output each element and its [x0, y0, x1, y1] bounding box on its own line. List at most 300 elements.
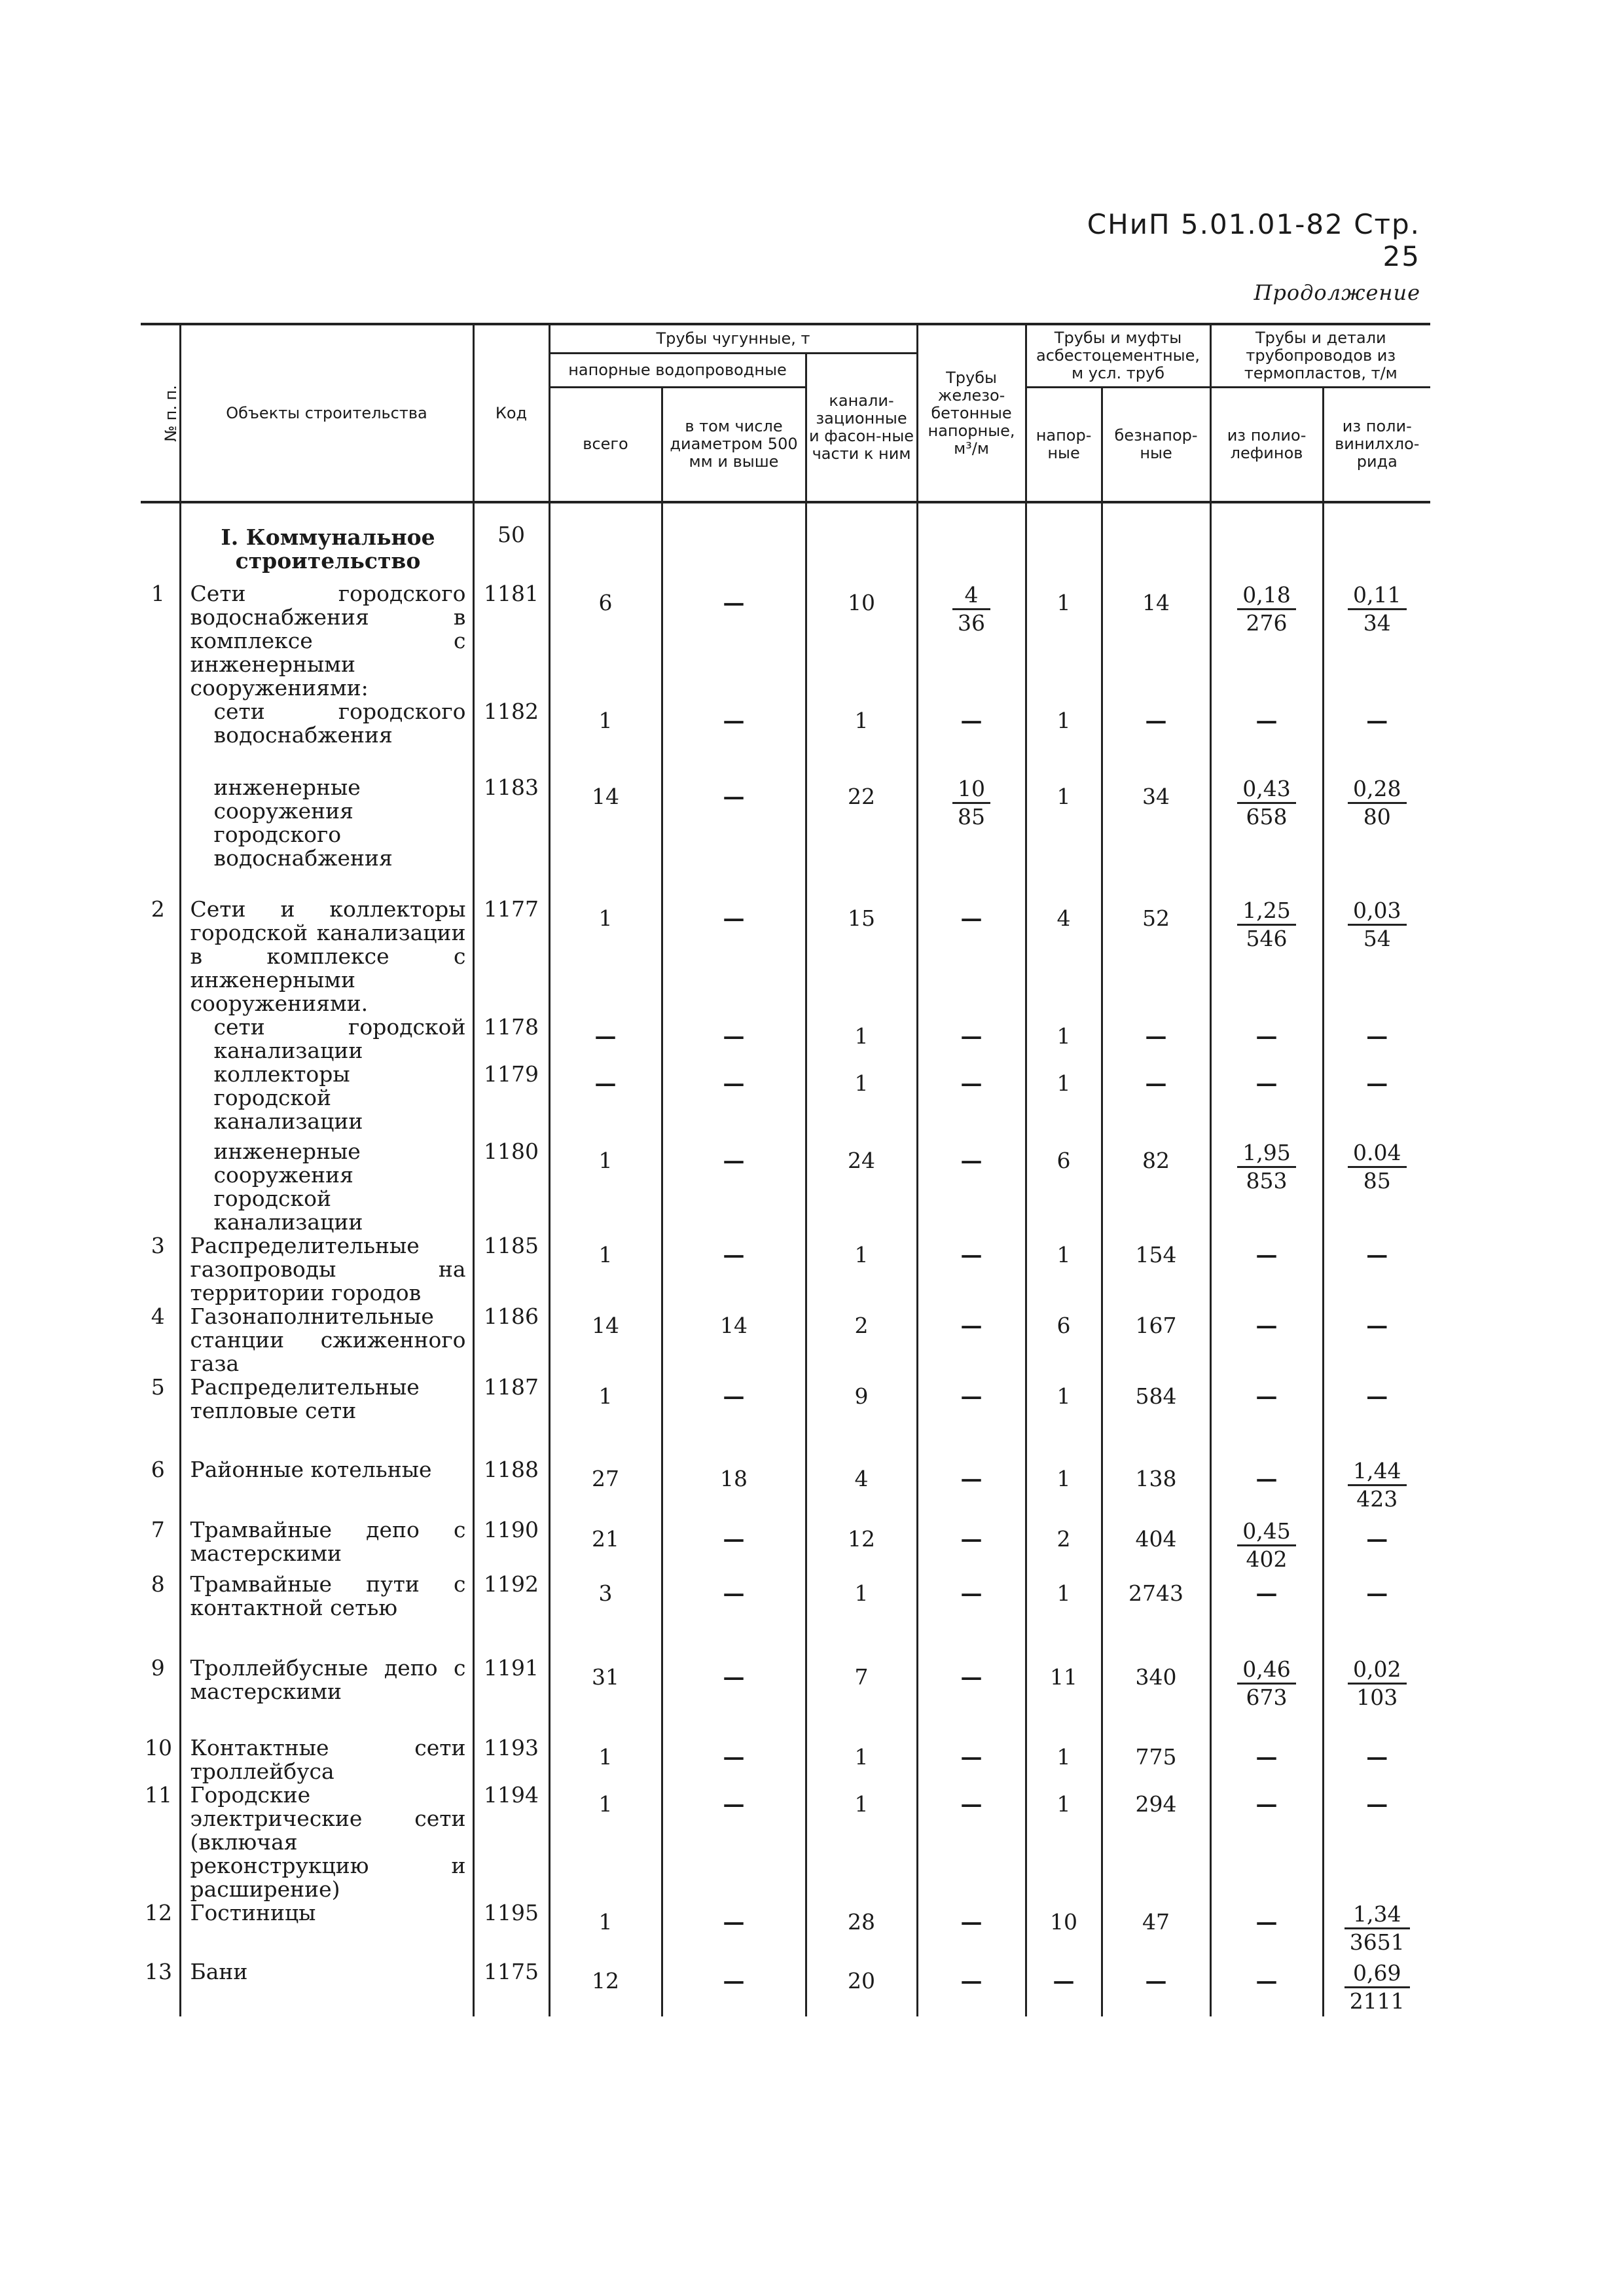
fraction-numerator: 0,03 [1348, 898, 1406, 926]
dash: — [960, 1023, 983, 1049]
row-number: 13 [145, 1959, 172, 1984]
empty-value-cell [1210, 1376, 1323, 1458]
value-cell: 154 [1102, 1234, 1210, 1305]
empty-value-cell [1210, 1015, 1323, 1063]
dash: — [960, 1791, 983, 1817]
value-cell: 10 [806, 582, 917, 700]
empty-value-cell [1210, 1305, 1323, 1376]
object-name: Районные котельные [180, 1458, 473, 1518]
dash: — [1366, 1023, 1388, 1049]
dash: — [723, 784, 745, 809]
object-code: 1195 [473, 1901, 549, 1960]
value-cell: 9 [806, 1376, 917, 1458]
empty-value-cell [1323, 1573, 1430, 1656]
col-objects-header: Объекты строительства [180, 324, 473, 502]
pvc-header: из поли-винилхло-рида [1323, 387, 1430, 502]
document-code: СНиП 5.01.01-82 [1087, 208, 1344, 240]
object-name: Газонаполнительные станции сжиженного газа [180, 1305, 473, 1376]
value-cell: 167 [1102, 1305, 1210, 1376]
empty-value-cell [662, 1656, 806, 1736]
empty-value-cell [1210, 1458, 1323, 1518]
row-number [141, 1015, 180, 1063]
empty-value-cell [917, 700, 1026, 776]
blank-cell [1210, 502, 1323, 582]
fraction [1237, 1140, 1295, 1194]
object-name: Распределительные тепловые сети [180, 1376, 473, 1458]
dash: — [1145, 1023, 1167, 1049]
fraction [1237, 776, 1295, 830]
object-code: 1187 [473, 1376, 549, 1458]
dash: — [723, 1744, 745, 1770]
value-cell: 34 [1102, 776, 1210, 898]
dash: — [723, 590, 745, 615]
dash: — [1145, 1968, 1167, 1994]
value-cell: 1 [806, 1573, 917, 1656]
empty-value-cell [917, 1573, 1026, 1656]
row-number [141, 776, 180, 898]
dash: — [1255, 1313, 1278, 1338]
fraction [1237, 898, 1295, 952]
value-cell: 14 [1102, 582, 1210, 700]
value-cell: 22 [806, 776, 917, 898]
fraction-denominator: 658 [1246, 804, 1288, 829]
dash: — [1366, 1383, 1388, 1409]
row-number: 12 [145, 1900, 172, 1925]
value-cell: 31 [549, 1656, 662, 1736]
fraction-denominator: 423 [1356, 1486, 1398, 1512]
empty-value-cell [1323, 1376, 1430, 1458]
dash: — [960, 1242, 983, 1267]
empty-value-cell [662, 898, 806, 1015]
row-number [141, 502, 180, 582]
empty-value-cell [1323, 1234, 1430, 1305]
object-name: коллекторы городской канализации [180, 1063, 473, 1140]
dash: — [1255, 708, 1278, 733]
object-code: 1194 [473, 1783, 549, 1901]
fraction-denominator: 36 [958, 610, 986, 636]
value-cell: 1 [1026, 1234, 1102, 1305]
row-number: 4 [151, 1303, 165, 1329]
value-cell: 1 [806, 700, 917, 776]
dash: — [1255, 1466, 1278, 1491]
dash: — [1366, 1791, 1388, 1817]
empty-value-cell [662, 1015, 806, 1063]
value-cell: 404 [1102, 1518, 1210, 1573]
dash: — [960, 1580, 983, 1606]
object-name: сети городского водоснабжения [180, 700, 473, 776]
empty-value-cell [662, 1573, 806, 1656]
object-code: 1180 [473, 1140, 549, 1234]
empty-value-cell [662, 1518, 806, 1573]
dash: — [960, 1148, 983, 1173]
fraction-numerator: 0,02 [1348, 1656, 1406, 1685]
value-cell: 10 [1026, 1901, 1102, 1960]
value-cell: 28 [806, 1901, 917, 1960]
fraction-cell [1323, 1140, 1430, 1234]
object-code: 1188 [473, 1458, 549, 1518]
dash: — [1366, 1744, 1388, 1770]
fraction-cell [1323, 1960, 1430, 2016]
fraction-denominator: 853 [1246, 1168, 1288, 1194]
fraction-denominator: 3651 [1349, 1929, 1405, 1955]
dash: — [960, 1968, 983, 1994]
empty-value-cell [917, 1518, 1026, 1573]
value-cell: 1 [1026, 1458, 1102, 1518]
value-cell: 138 [1102, 1458, 1210, 1518]
dash: — [960, 1909, 983, 1935]
table-row [141, 1736, 1430, 1783]
fraction-cell [1210, 776, 1323, 898]
empty-value-cell [662, 1140, 806, 1234]
fraction-denominator: 80 [1363, 804, 1391, 829]
object-code: 50 [473, 502, 549, 582]
table-row [141, 898, 1430, 1015]
dash: — [960, 1070, 983, 1096]
fraction [1237, 1656, 1295, 1711]
section-title: I. Коммунальное строительство [180, 502, 473, 582]
row-number: 8 [151, 1571, 165, 1597]
value-cell: 82 [1102, 1140, 1210, 1234]
reinforced-header: Трубы железо-бетонные напорные, м³/м [917, 324, 1026, 502]
object-code: 1178 [473, 1015, 549, 1063]
table-row [141, 502, 1430, 582]
value-cell: 12 [549, 1960, 662, 2016]
dash: — [1255, 1909, 1278, 1935]
empty-value-cell [1323, 1783, 1430, 1901]
empty-value-cell [917, 1783, 1026, 1901]
dash: — [960, 1313, 983, 1338]
value-cell: 24 [806, 1140, 917, 1234]
value-cell: 1 [549, 1736, 662, 1783]
empty-value-cell [1323, 1063, 1430, 1140]
empty-value-cell [917, 1458, 1026, 1518]
empty-value-cell [549, 1063, 662, 1140]
blank-cell [806, 502, 917, 582]
dia500-header: в том числе диаметром 500 мм и выше [662, 387, 806, 502]
fraction-cell [1323, 776, 1430, 898]
dash: — [1366, 1242, 1388, 1267]
fraction-cell [1323, 1901, 1430, 1960]
blank-cell [917, 502, 1026, 582]
cast-iron-header: Трубы чугунные, т [549, 324, 917, 353]
table-row [141, 1015, 1430, 1063]
table-row [141, 1234, 1430, 1305]
table-row [141, 1376, 1430, 1458]
empty-value-cell [662, 1736, 806, 1783]
col-num-header: № п. п. [141, 324, 180, 502]
fraction-numerator: 1,25 [1237, 898, 1295, 926]
value-cell: 12 [806, 1518, 917, 1573]
dash: — [723, 1148, 745, 1173]
fraction [1348, 1458, 1406, 1512]
empty-value-cell [1323, 1015, 1430, 1063]
fraction-denominator: 402 [1246, 1546, 1288, 1572]
dash: — [1366, 1070, 1388, 1096]
fraction [1348, 898, 1406, 952]
fraction-numerator: 0,46 [1237, 1656, 1295, 1685]
empty-value-cell [1323, 1518, 1430, 1573]
table-row [141, 1063, 1430, 1140]
object-name: Бани [180, 1960, 473, 2016]
value-cell: 1 [1026, 1063, 1102, 1140]
value-cell: 1 [549, 1376, 662, 1458]
empty-value-cell [1102, 1015, 1210, 1063]
object-name: инженерные сооружения городского водоснабжения [180, 776, 473, 898]
empty-value-cell [917, 1376, 1026, 1458]
fraction-numerator: 0.04 [1348, 1140, 1406, 1168]
fraction [1348, 776, 1406, 830]
value-cell: 1 [1026, 776, 1102, 898]
fraction-numerator: 0,45 [1237, 1518, 1295, 1546]
table-row [141, 1573, 1430, 1656]
fraction-numerator: 1,34 [1344, 1901, 1410, 1929]
value-cell: 1 [1026, 1573, 1102, 1656]
empty-value-cell [917, 898, 1026, 1015]
fraction-numerator: 0,28 [1348, 776, 1406, 804]
value-cell: 294 [1102, 1783, 1210, 1901]
dash: — [1255, 1023, 1278, 1049]
fraction-cell [1210, 1518, 1323, 1573]
table-row [141, 1140, 1430, 1234]
value-cell: 1 [1026, 1376, 1102, 1458]
dash: — [723, 1526, 745, 1552]
value-cell: 1 [806, 1234, 917, 1305]
fraction-denominator: 54 [1363, 926, 1391, 951]
empty-value-cell [662, 1960, 806, 2016]
fraction-cell [917, 582, 1026, 700]
empty-value-cell [917, 1960, 1026, 2016]
dash: — [1366, 1580, 1388, 1606]
dash: — [960, 1664, 983, 1690]
dash: — [723, 905, 745, 931]
fraction-cell [1323, 1458, 1430, 1518]
empty-value-cell [1210, 1063, 1323, 1140]
dash: — [960, 1526, 983, 1552]
fraction [1344, 1901, 1410, 1956]
value-cell: 1 [549, 1234, 662, 1305]
page-number: Стр. 25 [1354, 208, 1420, 272]
dash: — [723, 1791, 745, 1817]
fraction [1344, 1960, 1410, 2014]
value-cell: 1 [1026, 1736, 1102, 1783]
value-cell: 15 [806, 898, 917, 1015]
value-cell: 584 [1102, 1376, 1210, 1458]
blank-cell [549, 502, 662, 582]
value-cell: 14 [549, 776, 662, 898]
dash: — [723, 1664, 745, 1690]
table-row [141, 776, 1430, 898]
table-row [141, 1783, 1430, 1901]
object-name: инженерные сооружения городской канализации [180, 1140, 473, 1234]
value-cell: 1 [549, 700, 662, 776]
value-cell: 1 [806, 1063, 917, 1140]
dash: — [723, 1242, 745, 1267]
fraction-numerator: 4 [952, 582, 990, 610]
value-cell: 14 [549, 1305, 662, 1376]
object-name: Трамвайные депо с мастерскими [180, 1518, 473, 1573]
dash: — [1255, 1242, 1278, 1267]
asbestos-header: Трубы и муфты асбестоцементные, м усл. труб [1026, 324, 1210, 387]
fraction-numerator: 10 [952, 776, 990, 804]
object-code: 1193 [473, 1736, 549, 1783]
fraction-numerator: 0,18 [1237, 582, 1295, 610]
value-cell: 1 [1026, 1783, 1102, 1901]
row-number: 7 [151, 1517, 165, 1542]
row-number: 6 [151, 1457, 165, 1482]
row-number [141, 700, 180, 776]
fraction-denominator: 276 [1246, 610, 1288, 636]
dash: — [960, 1383, 983, 1409]
fraction-numerator: 1,95 [1237, 1140, 1295, 1168]
row-number: 9 [151, 1655, 165, 1681]
dash: — [723, 1909, 745, 1935]
object-code: 1190 [473, 1518, 549, 1573]
table-row [141, 582, 1430, 700]
empty-value-cell [662, 582, 806, 700]
value-cell: 18 [662, 1458, 806, 1518]
object-code: 1183 [473, 776, 549, 898]
dash: — [723, 1580, 745, 1606]
empty-value-cell [917, 1656, 1026, 1736]
value-cell: 1 [1026, 1015, 1102, 1063]
total-header: всего [549, 387, 662, 502]
value-cell: 1 [549, 1140, 662, 1234]
thermoplastic-header: Трубы и детали трубопроводов из термопластов, т/м [1210, 324, 1430, 387]
fraction-numerator: 1,44 [1348, 1458, 1406, 1486]
dash: — [960, 1744, 983, 1770]
dash: — [1145, 708, 1167, 733]
fraction-cell [1210, 582, 1323, 700]
object-code: 1177 [473, 898, 549, 1015]
dash: — [1255, 1383, 1278, 1409]
value-cell: 21 [549, 1518, 662, 1573]
empty-value-cell [549, 1015, 662, 1063]
dash: — [723, 1070, 745, 1096]
empty-value-cell [1323, 700, 1430, 776]
empty-value-cell [1210, 1736, 1323, 1783]
value-cell: 52 [1102, 898, 1210, 1015]
row-number [141, 1063, 180, 1140]
empty-value-cell [917, 1901, 1026, 1960]
row-number: 2 [151, 896, 165, 922]
empty-value-cell [1102, 1960, 1210, 2016]
object-name: сети городской канализации [180, 1015, 473, 1063]
table-row [141, 1656, 1430, 1736]
fraction [952, 582, 990, 636]
table-row [141, 700, 1430, 776]
object-code: 1186 [473, 1305, 549, 1376]
empty-value-cell [1102, 1063, 1210, 1140]
fraction-denominator: 673 [1246, 1685, 1288, 1710]
value-cell: 775 [1102, 1736, 1210, 1783]
empty-value-cell [1210, 1234, 1323, 1305]
fraction-cell [917, 776, 1026, 898]
value-cell: 20 [806, 1960, 917, 2016]
fraction-denominator: 103 [1356, 1685, 1398, 1710]
value-cell: 340 [1102, 1656, 1210, 1736]
empty-value-cell [662, 1783, 806, 1901]
dash: — [960, 905, 983, 931]
asb-nonpressure-header: безнапор-ные [1102, 387, 1210, 502]
dash: — [723, 1023, 745, 1049]
value-cell: 2743 [1102, 1573, 1210, 1656]
empty-value-cell [1323, 1305, 1430, 1376]
value-cell: 1 [1026, 582, 1102, 700]
value-cell: 6 [1026, 1140, 1102, 1234]
fraction-denominator: 2111 [1349, 1988, 1405, 2014]
fraction [1348, 582, 1406, 636]
blank-cell [1102, 502, 1210, 582]
value-cell: 1 [549, 898, 662, 1015]
object-code: 1181 [473, 582, 549, 700]
object-name: Трамвайные пути с контактной сетью [180, 1573, 473, 1656]
pressure-water-header: напорные водопроводные [549, 353, 806, 387]
object-code: 1185 [473, 1234, 549, 1305]
empty-value-cell [917, 1234, 1026, 1305]
fraction-numerator: 0,43 [1237, 776, 1295, 804]
empty-value-cell [662, 700, 806, 776]
value-cell: 4 [806, 1458, 917, 1518]
empty-value-cell [1210, 1783, 1323, 1901]
empty-value-cell [1210, 1960, 1323, 2016]
fraction-denominator: 85 [958, 804, 986, 829]
empty-value-cell [662, 1063, 806, 1140]
dash: — [1366, 708, 1388, 733]
empty-value-cell [1210, 1573, 1323, 1656]
object-code: 1179 [473, 1063, 549, 1140]
empty-value-cell [917, 1063, 1026, 1140]
value-cell: 2 [806, 1305, 917, 1376]
dash: — [594, 1070, 617, 1096]
dash: — [594, 1023, 617, 1049]
col-code-header: Код [473, 324, 549, 502]
value-cell: 1 [806, 1736, 917, 1783]
object-code: 1192 [473, 1573, 549, 1656]
value-cell: 11 [1026, 1656, 1102, 1736]
empty-value-cell [917, 1015, 1026, 1063]
value-cell: 3 [549, 1573, 662, 1656]
value-cell: 14 [662, 1305, 806, 1376]
empty-value-cell [1026, 1960, 1102, 2016]
object-name: Сети городского водоснабжения в комплексе с инженерными сооружениями: [180, 582, 473, 700]
row-number: 1 [151, 581, 165, 606]
blank-cell [662, 502, 806, 582]
continuation-label: Продолжение [1254, 280, 1420, 305]
table-row [141, 1305, 1430, 1376]
dash: — [1366, 1313, 1388, 1338]
fraction-cell [1210, 1656, 1323, 1736]
value-cell: 1 [1026, 700, 1102, 776]
row-number: 5 [151, 1374, 165, 1400]
object-code: 1191 [473, 1656, 549, 1736]
fraction [1348, 1140, 1406, 1194]
fraction-cell [1323, 898, 1430, 1015]
data-table [141, 323, 1430, 2016]
dash: — [1255, 1070, 1278, 1096]
dash: — [1255, 1580, 1278, 1606]
empty-value-cell [1102, 700, 1210, 776]
row-number: 11 [145, 1782, 172, 1808]
table-row [141, 1458, 1430, 1518]
dash: — [723, 1383, 745, 1409]
sewer-header: канали-зационные и фасон-ные части к ним [806, 353, 917, 502]
blank-cell [1026, 502, 1102, 582]
fraction-cell [1323, 1656, 1430, 1736]
empty-value-cell [662, 1901, 806, 1960]
value-cell: 47 [1102, 1901, 1210, 1960]
value-cell: 2 [1026, 1518, 1102, 1573]
dash: — [960, 1466, 983, 1491]
